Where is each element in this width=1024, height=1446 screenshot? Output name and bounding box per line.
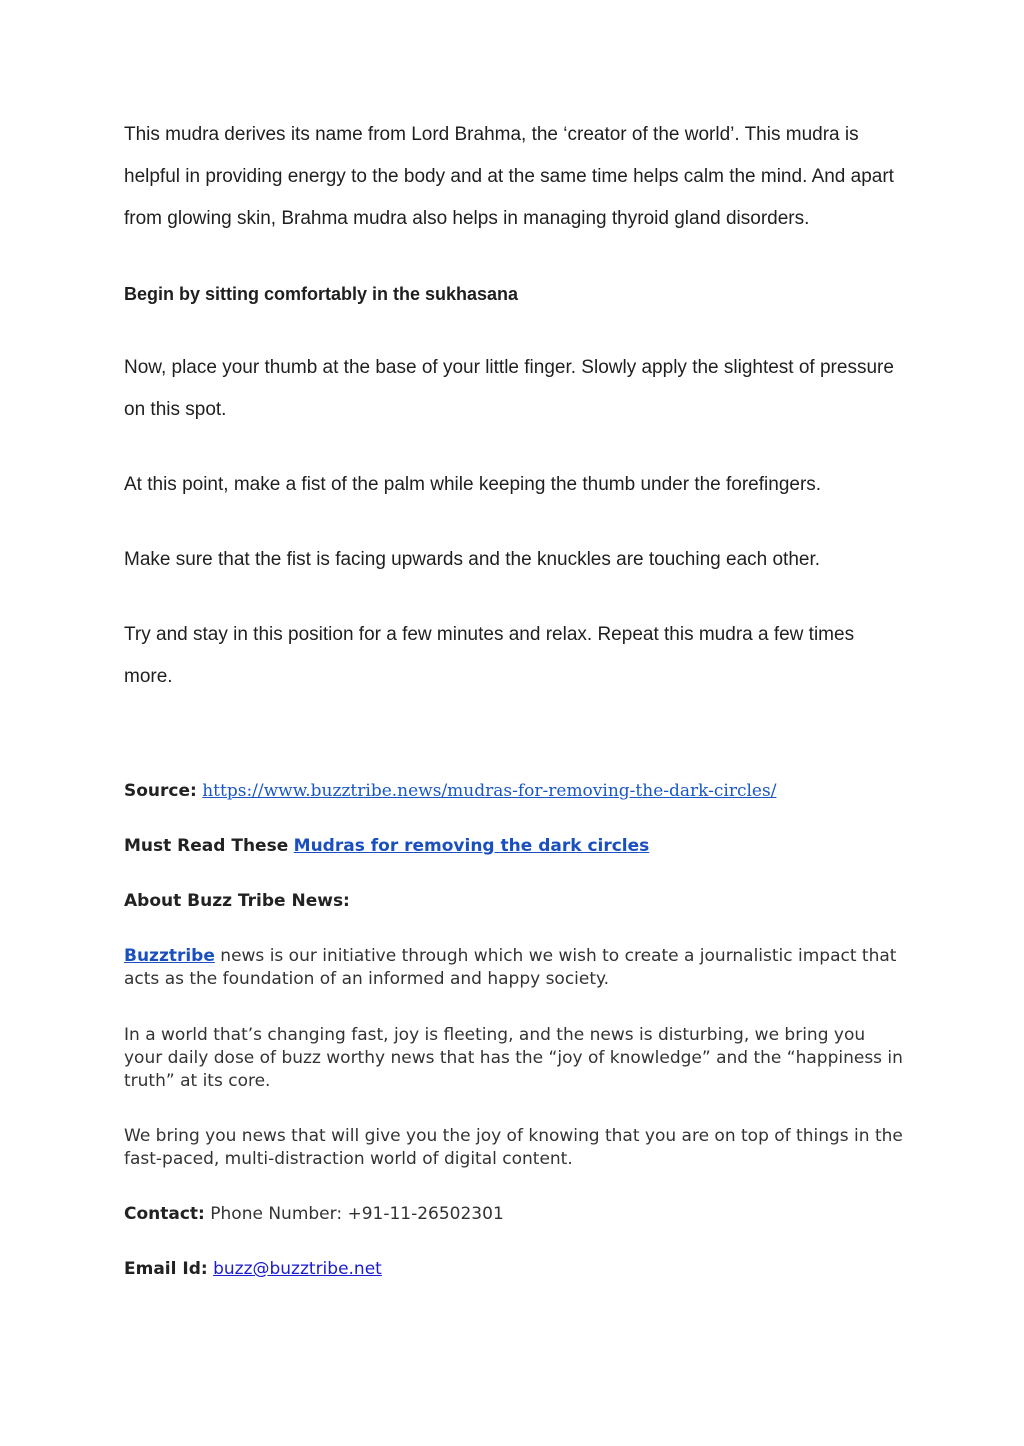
- source-link[interactable]: https://www.buzztribe.news/mudras-for-removing-the-dark-circles/: [202, 781, 777, 801]
- contact-value: Phone Number: +91-11-26502301: [210, 1204, 504, 1224]
- email-link[interactable]: buzz@buzztribe.net: [213, 1259, 382, 1279]
- step-paragraph-4: Try and stay in this position for a few minutes and relax. Repeat this mudra a few times more.: [124, 624, 855, 687]
- source-label: Source:: [124, 781, 197, 801]
- step-paragraph-1: Now, place your thumb at the base of your little finger. Slowly apply the slightest of pressure on this spot.: [124, 357, 894, 420]
- email-line: [124, 1258, 904, 1281]
- must-read-label: Must Read These: [124, 836, 289, 856]
- about-text: news is our initiative through which we wish to create a journalistic impact that acts as the foundation of an informed and happy society.: [124, 946, 897, 989]
- contact-label: Contact:: [124, 1204, 205, 1224]
- step-heading: Begin by sitting comfortably in the sukhasana: [124, 284, 519, 304]
- about-paragraph-3: We bring you news that will give you the joy of knowing that you are on top of things in the fast-paced, multi-distraction world of digital content.: [124, 1126, 903, 1169]
- about-paragraph-2: In a world that’s changing fast, joy is fleeting, and the news is disturbing, we bring you your daily dose of buzz worthy news that has the “joy of knowledge” and the “happiness in truth” at its core.: [124, 1025, 903, 1091]
- contact-line: [124, 1203, 904, 1226]
- document-page: [124, 0, 904, 1446]
- step-paragraph-2: At this point, make a fist of the palm while keeping the thumb under the forefingers.: [124, 474, 822, 495]
- source-line: [124, 780, 904, 803]
- buzztribe-link[interactable]: Buzztribe: [124, 946, 215, 966]
- email-label: Email Id:: [124, 1259, 208, 1279]
- about-heading: [124, 890, 904, 913]
- must-read-link[interactable]: Mudras for removing the dark circles: [293, 836, 650, 856]
- must-read-line: [124, 835, 904, 858]
- step-paragraph-3: Make sure that the fist is facing upwards and the knuckles are touching each other.: [124, 549, 821, 570]
- about-heading-text: About Buzz Tribe News:: [124, 891, 350, 911]
- about-paragraph: [124, 945, 904, 991]
- intro-paragraph: This mudra derives its name from Lord Brahma, the ‘creator of the world’. This mudra is helpful in providing energy to the body and at the same time helps calm the mind. And apart from glowing skin, Brahma mudra also helps in managing thyroid gland disorders.: [124, 124, 894, 229]
